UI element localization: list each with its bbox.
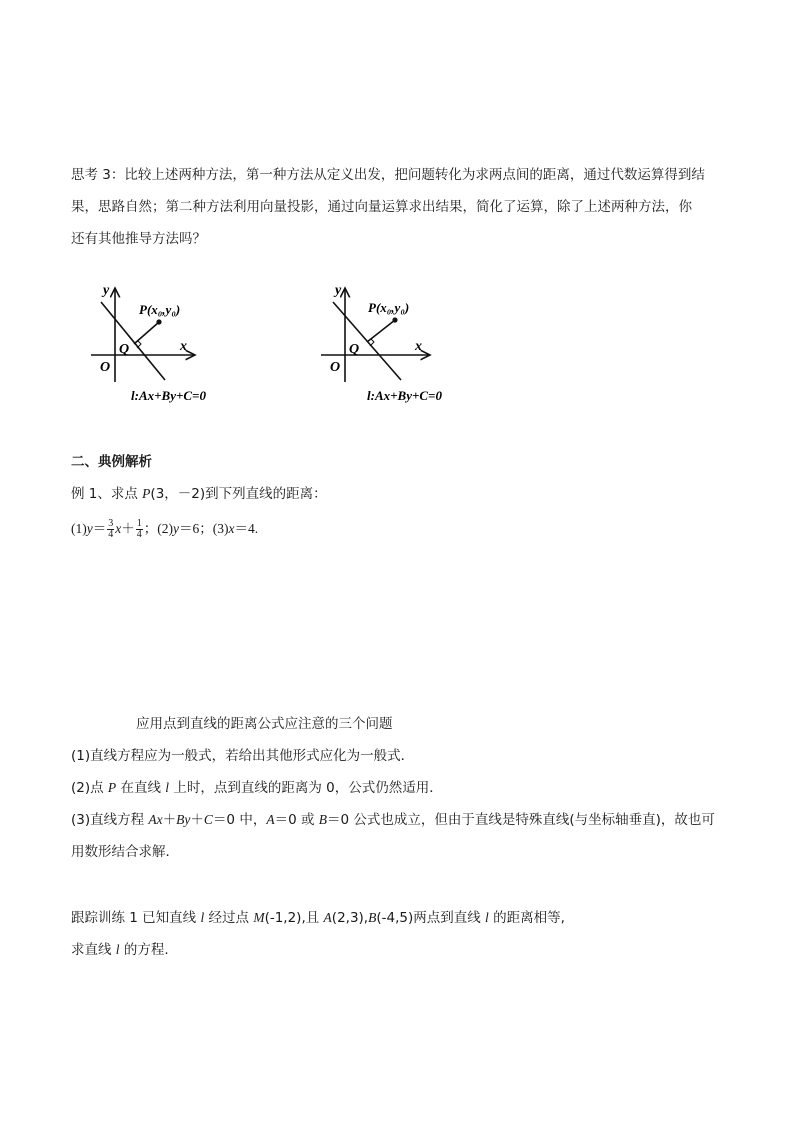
example1-intro: 例 1、求点 P(3，－2)到下列直线的距离： — [71, 486, 327, 502]
think3-line-1: 思考 3：比较上述两种方法，第一种方法从定义出发，把问题转化为求两点间的距离，通过代数运算得到结 — [71, 167, 705, 183]
think3-line-2: 果，思路自然；第二种方法利用向量投影，通过向量运算求出结果，简化了运算，除了上述两种方法，你 — [71, 199, 692, 215]
section-heading: 二、典例解析 — [71, 454, 152, 470]
figure-right — [315, 282, 470, 407]
note-1: (1)直线方程应为一般式，若给出其他形式应化为一般式． — [71, 748, 415, 764]
perpendicular-pq — [134, 322, 159, 344]
note-2: (2)点 P 在直线 l 上时，点到直线的距离为 0，公式仍然适用． — [71, 780, 443, 796]
y-axis-label: y — [335, 283, 342, 298]
practice-line-1: 跟踪训练 1 已知直线 l 经过点 M(-1,2),且 A(2,3),B(-4,5)两点到直线 l 的距离相等, — [71, 910, 565, 926]
q-label: Q — [349, 342, 360, 357]
note-3-line-1: (3)直线方程 Ax＋By＋C＝0 中，A＝0 或 B＝0 公式也成立，但由于直线是特殊直线(与坐标轴垂直)，故也可 — [71, 812, 715, 828]
origin-label: O — [100, 360, 111, 375]
point-p — [156, 319, 161, 324]
think3-line-3: 还有其他推导方法吗？ — [71, 231, 206, 247]
right-angle-mark — [137, 341, 141, 348]
y-axis-label: y — [103, 283, 110, 298]
perpendicular-pq — [367, 320, 395, 342]
x-axis-label: x — [415, 339, 422, 354]
x-axis-label: x — [180, 339, 187, 354]
fraction-three-quarters: $\frac{3}{4}$ — [108, 518, 114, 541]
point-p — [392, 317, 397, 322]
p-label: P(x₀,y₀) — [139, 302, 181, 317]
line-equation-label: l:Ax+By+C=0 — [367, 388, 442, 403]
notes-title: 应用点到直线的距离公式应注意的三个问题 — [136, 716, 393, 732]
q-label: Q — [119, 342, 130, 357]
line-equation-label: l:Ax+By+C=0 — [131, 388, 206, 403]
origin-label: O — [330, 360, 341, 375]
example1-problems: (1)y＝ $\frac{3}{4}$ x＋ $\frac{1}{4}$ ；(2)y＝6；(3)x＝4. — [71, 518, 259, 541]
figure-left — [85, 282, 235, 407]
note-3-line-2: 用数形结合求解． — [71, 844, 179, 860]
practice-line-2: 求直线 l 的方程. — [71, 942, 169, 958]
p-label: P(x₀,y₀) — [368, 300, 410, 315]
fraction-one-quarter: $\frac{1}{4}$ — [136, 518, 142, 541]
